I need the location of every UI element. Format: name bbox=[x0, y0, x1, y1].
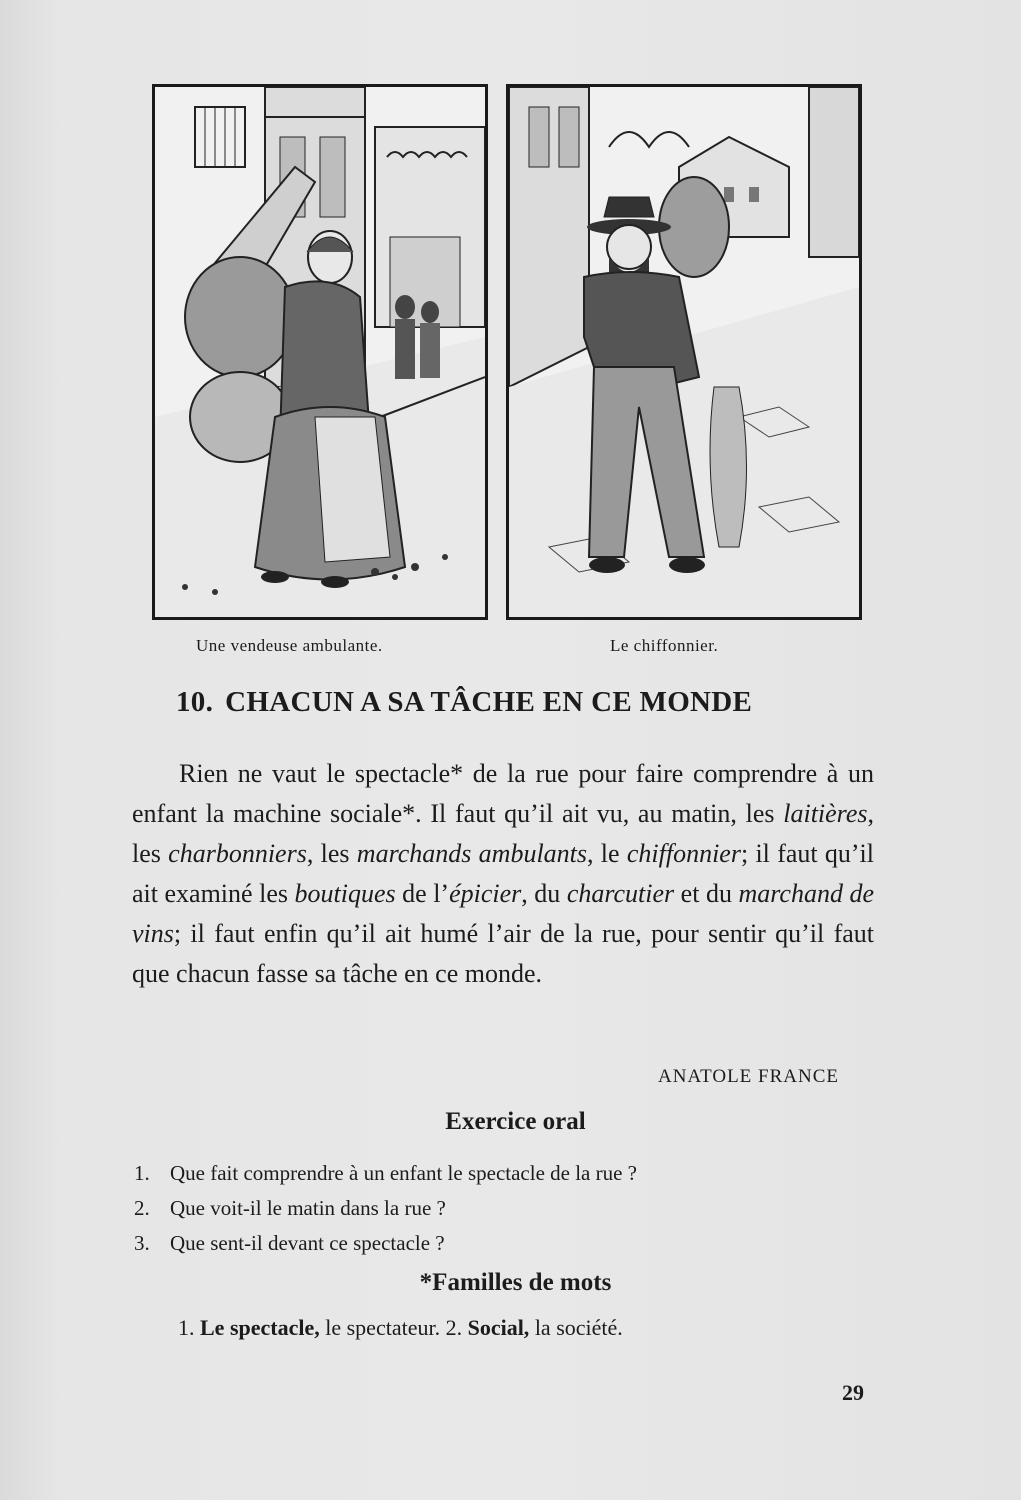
question-number: 2. bbox=[134, 1196, 150, 1220]
question-item bbox=[134, 1191, 637, 1226]
lesson-title bbox=[176, 686, 856, 719]
caption-street-vendor: Une vendeuse ambulante. bbox=[196, 636, 383, 655]
ragpicker-drawing bbox=[509, 87, 859, 617]
passage-italic-term: charbonniers bbox=[168, 839, 307, 868]
word-families-heading: *Familles de mots bbox=[419, 1269, 612, 1296]
passage-text: , les bbox=[306, 839, 357, 868]
family-headword: Social, bbox=[467, 1315, 530, 1340]
passage-text: ; il faut enfin qu’il ait humé l’air de la rue, pour sentir qu’il faut que chacun fasse sa tâche en ce monde. bbox=[132, 919, 874, 988]
ragpicker-illustration bbox=[506, 84, 862, 620]
caption-ragpicker: Le chiffonnier. bbox=[610, 636, 719, 655]
passage-text: ; il faut qu’il ait examiné les bbox=[132, 839, 875, 908]
family-related: la société. bbox=[529, 1315, 623, 1340]
passage-text: , le bbox=[587, 839, 627, 868]
family-number: 2. bbox=[445, 1315, 463, 1340]
passage-text: de l’ bbox=[395, 879, 450, 908]
passage-italic-term: boutiques bbox=[294, 879, 396, 908]
reading-passage bbox=[132, 754, 874, 994]
exercise-heading: Exercice oral bbox=[445, 1108, 586, 1135]
word-families bbox=[178, 1315, 623, 1341]
page-number: 29 bbox=[842, 1380, 864, 1405]
street-vendor-drawing bbox=[155, 87, 485, 617]
exercise-questions bbox=[134, 1156, 637, 1261]
passage-text: Rien ne vaut le spectacle* de la rue pour faire comprendre à un enfant la machine sociale*. Il faut qu’il ait vu, au matin, les bbox=[132, 759, 874, 828]
passage-italic-term: épicier bbox=[449, 879, 522, 908]
question-text: Que sent-il devant ce spectacle ? bbox=[170, 1231, 445, 1255]
question-text: Que fait comprendre à un enfant le spectacle de la rue ? bbox=[170, 1161, 638, 1185]
passage-paragraph bbox=[132, 754, 874, 994]
question-item bbox=[134, 1156, 637, 1191]
question-item bbox=[134, 1226, 637, 1261]
question-number: 3. bbox=[134, 1231, 150, 1255]
street-vendor-illustration bbox=[152, 84, 488, 620]
passage-text: , les bbox=[132, 799, 874, 868]
family-headword: Le spectacle, bbox=[200, 1315, 320, 1340]
passage-italic-term: laitières bbox=[783, 799, 868, 828]
lesson-number: 10. bbox=[176, 686, 214, 718]
passage-italic-term: chiffonnier bbox=[626, 839, 741, 868]
family-related: le spectateur. bbox=[319, 1315, 441, 1340]
passage-italic-term: charcutier bbox=[566, 879, 675, 908]
question-text: Que voit-il le matin dans la rue ? bbox=[170, 1196, 446, 1220]
lesson-title-text: CHACUN A SA TÂCHE EN CE MONDE bbox=[225, 686, 753, 718]
question-number: 1. bbox=[134, 1161, 150, 1185]
passage-italic-term: marchand de vins bbox=[132, 879, 875, 948]
author-attribution: ANATOLE FRANCE bbox=[658, 1066, 839, 1087]
passage-italic-term: marchands ambulants bbox=[356, 839, 588, 868]
passage-text: et du bbox=[674, 879, 739, 908]
family-number: 1. bbox=[178, 1315, 195, 1340]
passage-text: , du bbox=[521, 879, 567, 908]
